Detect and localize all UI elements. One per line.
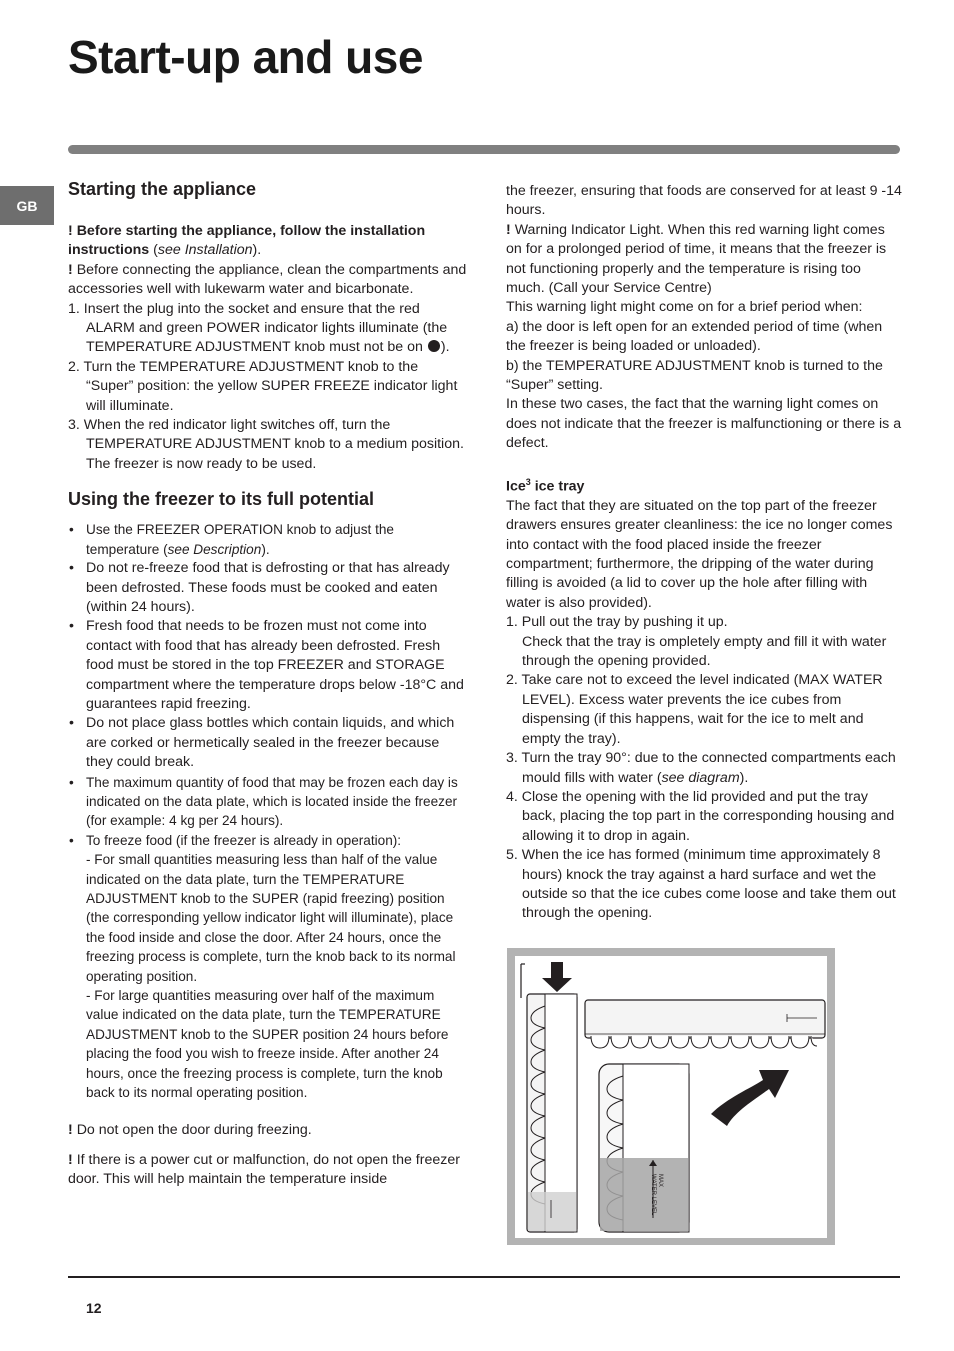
warning-mark: !	[68, 223, 73, 239]
left-column	[68, 178, 468, 1190]
heading-using-freezer: Using the freezer to its full potential	[68, 489, 375, 510]
warning-mark: !	[68, 1122, 73, 1139]
list-item: • Do not place glass bottles which contain liquids, and which are corked or hermetically sealed in the freezer because they could break.	[68, 714, 468, 772]
list-item: • The maximum quantity of food that may be frozen each day is indicated on the data plate, which is located inside the freezer (for example: 4 kg per 24 hours).	[68, 773, 468, 831]
filling-tray	[599, 1064, 689, 1232]
bottom-rule	[68, 1276, 900, 1278]
usage-list	[68, 520, 468, 1102]
horizontal-tray	[585, 1000, 825, 1048]
warning-mark: !	[68, 261, 73, 278]
case-b: b) the TEMPERATURE ADJUSTMENT knob is turned to the “Super” setting.	[506, 357, 883, 394]
ice-step-2: 2. Take care not to exceed the level indicated (MAX WATER LEVEL). Excess water prevents the ice cubes from dispensing (if this happens, wait for the ice to melt and empty the tray).	[506, 672, 883, 747]
see-installation-ref: see Installation	[157, 242, 253, 259]
ice-step-4: 4. Close the opening with the lid provided and put the tray back, placing the top part in the corresponding housing and allowing it to drop in again.	[506, 788, 895, 844]
list-item: • Do not re-freeze food that is defrosting or that has already been defrosted. These foods must be cooked and eaten (within 24 hours).	[68, 559, 468, 617]
ice-step-5: 5. When the ice has formed (minimum time approximately 8 hours) knock the tray against a hard surface and wet the outside so that the ice cubes come loose and take them out through the opening.	[506, 847, 896, 922]
ice-step-1-detail: Check that the tray is ompletely empty and fill it with water through the opening provided.	[522, 633, 887, 670]
list-item: • To freeze food (if the freezer is already in operation): - For small quantities measuring less than half of the value indicated on the data plate, turn the TEMPERATURE ADJUSTMENT knob to the SUPER (rapid freezing) position (the corresponding yellow indicator light will illuminate), place the food inside and close the door. After 24 hours, once the freezing process is complete, turn the knob back to its normal operating position. - For large quantities measuring over half of the maximum value indicated on the data plate, turn the TEMPERATURE ADJUSTMENT knob to the SUPER position 24 hours before placing the food you wish to freeze inside. After another 24 hours, once the freezing process is complete, turn the knob back to its normal operating position.	[68, 831, 468, 1103]
page-number: 12	[86, 1300, 102, 1316]
filled-dot-icon	[428, 340, 440, 352]
brief-warning-text: This warning light might come on for a brief period when:	[506, 299, 863, 316]
heading-starting-appliance: Starting the appliance	[68, 179, 257, 199]
list-item: • Fresh food that needs to be frozen must not come into contact with food that has already been defrosted. Fresh food must be stored in the top FREEZER and STORAGE compartment where the temperature drops below -18°C and guarantees rapid freezing.	[68, 617, 468, 714]
heading-ice-tray: Ice$^3$ ice tray	[506, 476, 585, 495]
vertical-tray	[521, 964, 577, 1232]
start-step-3: 3. When the red indicator light switches off, turn the TEMPERATURE ADJUSTMENT knob to a medium position. The freezer is now ready to be used.	[68, 417, 464, 472]
continuation-text: the freezer, ensuring that foods are conserved for at least 9 -14 hours.	[506, 183, 902, 219]
warning-mark: !	[68, 1151, 73, 1168]
title-rule	[68, 145, 900, 154]
warning-installation: ! Before starting the appliance, follow the installation instructions (see Installation).	[68, 223, 426, 259]
ice-tray-diagram	[507, 948, 835, 1245]
ice-step-1: 1. Pull out the tray by pushing it up.	[506, 614, 728, 631]
language-tab: GB	[0, 186, 54, 225]
right-column	[506, 182, 902, 924]
list-item: • Use the FREEZER OPERATION knob to adjust the temperature (see Description).	[68, 520, 468, 559]
cases-note: In these two cases, the fact that the warning light comes on does not indicate that the freezer is malfunctioning or there is a defect.	[506, 396, 902, 452]
warning-indicator-light: ! Warning Indicator Light. When this red warning light comes on for a prolonged period of time, it means that the freezer is not functioning properly and the temperature is rising too much. (Call your Service Centre)	[506, 221, 887, 297]
warning-mark: !	[506, 221, 511, 238]
ice-step-3: 3. Turn the tray 90°: due to the connected compartments each mould fills with water (see diagram).	[506, 750, 896, 786]
label-max: MAX	[657, 1174, 663, 1188]
page-title: Start-up and use	[68, 31, 423, 83]
warning-installation-bold: Before starting the appliance, follow the installation instructions	[68, 223, 426, 259]
start-step-2: 2. Turn the TEMPERATURE ADJUSTMENT knob to the “Super” position: the yellow SUPER FREEZE indicator light will illuminate.	[68, 358, 458, 414]
note-power-cut: ! If there is a power cut or malfunction, do not open the freezer door. This will help maintain the temperature inside	[68, 1151, 460, 1188]
start-step-1: 1. Insert the plug into the socket and ensure that the red ALARM and green POWER indicator lights illuminate (the TEMPERATURE ADJUSTMENT knob must not be on ).	[68, 300, 450, 356]
note-door: ! Do not open the door during freezing.	[68, 1122, 312, 1139]
case-a: a) the door is left open for an extended period of time (when the freezer is being loaded or unloaded).	[506, 318, 883, 355]
ice-intro: The fact that they are situated on the top part of the freezer drawers ensures greater cleanliness: the ice no longer comes into contact with the food placed inside the freezer compartment; furthermore, the dripping of the water during filling is avoided (a lid to cover up the hole after filling with water is also provided).	[506, 497, 893, 611]
label-water-level: WATER LEVEL	[650, 1174, 656, 1216]
ice-tray-illustration	[507, 948, 835, 1245]
warning-clean: ! Before connecting the appliance, clean the compartments and accessories well with lukewarm water and bicarbonate.	[68, 261, 467, 298]
